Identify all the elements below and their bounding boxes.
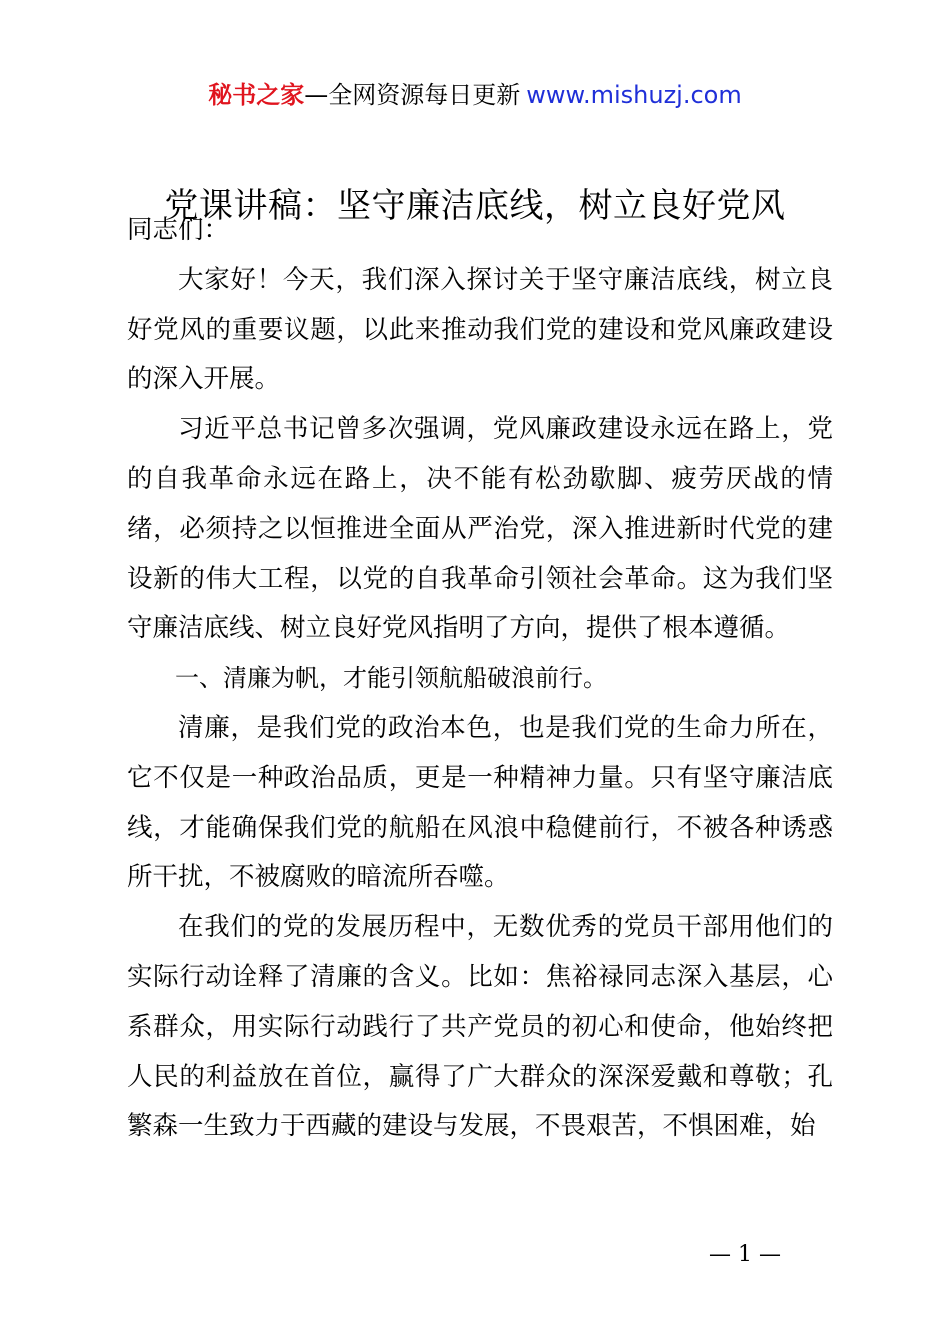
paragraph-integrity: 清廉，是我们党的政治本色，也是我们党的生命力所在，它不仅是一种政治品质，更是一种精神力量。只有坚守廉洁底线，才能确保我们党的航船在风浪中稳健前行，不被各种诱惑所干扰，不被腐败的暗流所吞噬。 xyxy=(127,712,833,893)
document-body xyxy=(127,206,833,1152)
paragraph-examples: 在我们的党的发展历程中，无数优秀的党员干部用他们的实际行动诠释了清廉的含义。比如：焦裕禄同志深入基层，心系群众，用实际行动践行了共产党员的初心和使命，他始终把人民的利益放在首位，赢得了广大群众的深深爱戴和尊敬；孔繁森一生致力于西藏的建设与发展，不畏艰苦，不惧困难，始 xyxy=(127,912,833,1142)
paragraph-xi-quote: 习近平总书记曾多次强调，党风廉政建设永远在路上，党的自我革命永远在路上，决不能有松劲歇脚、疲劳厌战的情绪，必须持之以恒推进全面从严治党，深入推进新时代党的建设新的伟大工程，以党的自我革命引领社会革命。这为我们坚守廉洁底线、树立良好党风指明了方向，提供了根本遵循。 xyxy=(127,414,833,644)
site-header xyxy=(0,78,950,112)
header-tagline: —全网资源每日更新 xyxy=(304,81,521,109)
brand-name: 秘书之家 xyxy=(208,81,305,109)
section-heading-1: 一、清廉为帆，才能引领航船破浪前行。 xyxy=(175,664,607,693)
site-url-link[interactable]: www.mishuzj.com xyxy=(526,81,742,109)
salutation: 同志们： xyxy=(127,215,230,245)
page-number: — 1 — xyxy=(709,1242,781,1267)
paragraph-greeting: 大家好！今天，我们深入探讨关于坚守廉洁底线，树立良好党风的重要议题，以此来推动我们党的建设和党风廉政建设的深入开展。 xyxy=(127,264,833,395)
document-title: 党课讲稿：坚守廉洁底线，树立良好党风 xyxy=(164,186,786,226)
